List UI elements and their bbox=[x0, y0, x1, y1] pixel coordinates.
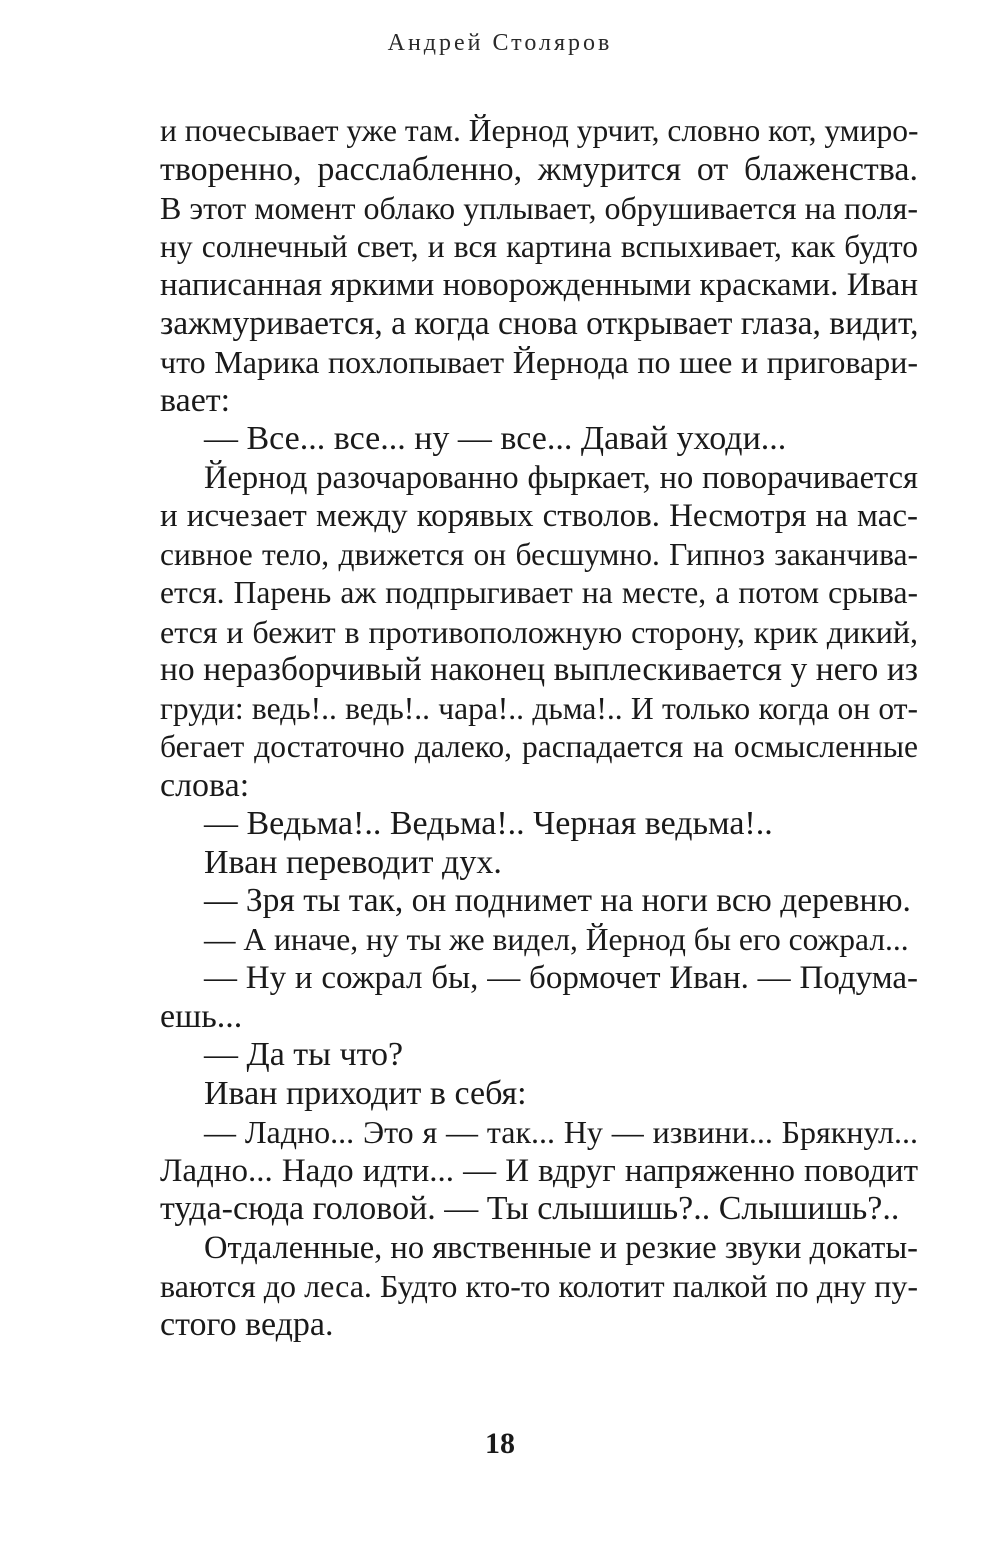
page-number: 18 bbox=[485, 1427, 515, 1460]
text-line: туда-сюда головой. — Ты слышишь?.. Слышишь?.. bbox=[160, 1190, 900, 1227]
text-line: груди: ведь!.. ведь!.. чара!.. дьма!.. И только когда он от- bbox=[160, 690, 918, 726]
text-line: ется и бежит в противоположную сторону, крик дикий, bbox=[160, 613, 918, 650]
running-header-author: Андрей Столяров bbox=[387, 30, 613, 56]
text-line: — Да ты что? bbox=[204, 1036, 404, 1073]
text-line: сивное тело, движется он бесшумно. Гипноз заканчива- bbox=[160, 536, 918, 572]
text-line: что Марика похлопывает Йернода по шее и приговари- bbox=[160, 344, 918, 380]
text-line: бегает достаточно далеко, распадается на осмысленные bbox=[160, 729, 918, 764]
text-line: Ладно... Надо идти... — И вдруг напряженно поводит bbox=[160, 1152, 918, 1189]
text-line: Отдаленные, но явственные и резкие звуки докаты- bbox=[204, 1229, 918, 1266]
text-line: — А иначе, ну ты же видел, Йернод бы его сожрал... bbox=[204, 921, 909, 957]
text-line: но неразборчивый наконец выплескивается у него из bbox=[160, 651, 918, 688]
body-text bbox=[160, 112, 918, 1344]
text-line: — Ну и сожрал бы, — бормочет Иван. — Подума- bbox=[204, 960, 918, 996]
text-line: — Зря ты так, он поднимет на ноги всю деревню. bbox=[204, 882, 911, 919]
text-line: В этот момент облако уплывает, обрушивается на поля- bbox=[160, 190, 918, 226]
text-line: слова: bbox=[160, 766, 250, 804]
text-line: и исчезает между корявых стволов. Несмотря на мас- bbox=[160, 498, 918, 534]
text-line: написанная яркими новорожденными красками. Иван bbox=[160, 267, 918, 303]
text-line: ну солнечный свет, и вся картина вспыхивает, как будто bbox=[160, 228, 918, 264]
text-line: Йернод разочарованно фыркает, но поворачивается bbox=[204, 459, 918, 496]
text-line: ется. Парень аж подпрыгивает на месте, а потом срыва- bbox=[160, 575, 918, 610]
text-line: Иван переводит дух. bbox=[204, 843, 502, 881]
text-line: ваются до леса. Будто кто-то колотит палкой по дну пу- bbox=[160, 1268, 918, 1304]
text-line: вает: bbox=[160, 381, 231, 419]
text-line: Иван приходит в себя: bbox=[204, 1074, 527, 1112]
text-line: стого ведра. bbox=[160, 1305, 334, 1343]
text-line: зажмуривается, а когда снова открывает глаза, видит, bbox=[160, 304, 918, 342]
text-line: — Все... все... ну — все... Давай уходи... bbox=[204, 420, 787, 457]
text-line: ешь... bbox=[160, 997, 243, 1035]
text-line: — Ведьма!.. Ведьма!.. Черная ведьма!.. bbox=[204, 805, 773, 842]
text-line: творенно, расслабленно, жмурится от блаженства. bbox=[160, 150, 918, 188]
text-line: и почесывает уже там. Йернод урчит, словно кот, умиро- bbox=[160, 113, 918, 148]
text-line: — Ладно... Это я — так... Ну — извини... Брякнул... bbox=[204, 1114, 918, 1150]
